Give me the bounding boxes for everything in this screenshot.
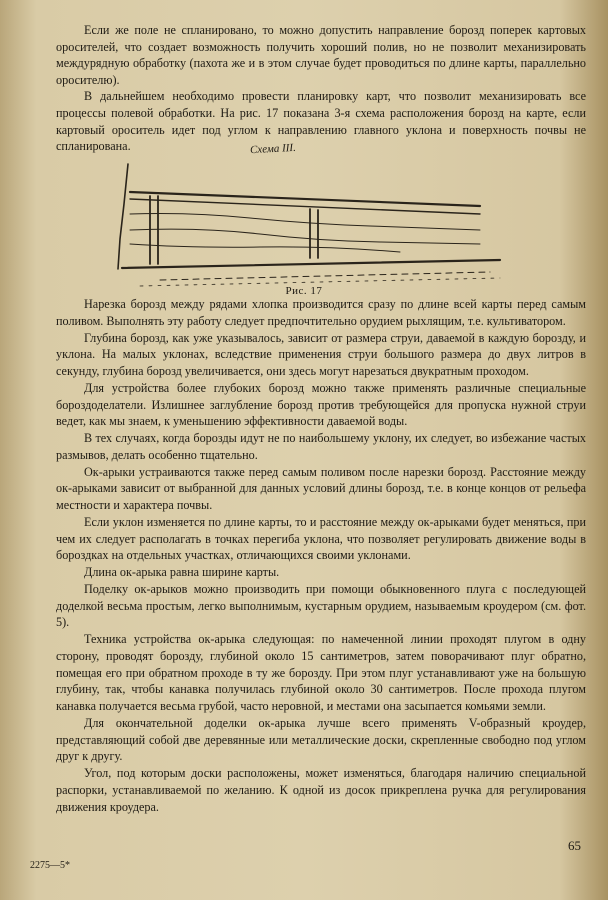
field-boundary-bottom [122, 260, 500, 268]
paragraph: Для устройства более глубоких борозд можно также применять различные специальные бороздоделатели. Излишнее заглубление борозд против требующейся для пропуска нужной струи ведет, как мы знаем, к уменьшению эффективности даваемой воды. [56, 380, 586, 429]
irrigator-top-edge [130, 192, 480, 206]
figure-caption: Рис. 17 [285, 285, 323, 297]
paragraph: В тех случаях, когда борозды идут не по наибольшему уклону, их следует, во избежание частых размывов, делать особенно тщательно. [56, 431, 586, 462]
paragraph: Длина ок-арыка равна ширине карты. [84, 565, 280, 579]
page-number: 65 [568, 838, 581, 853]
top-text-block [56, 22, 586, 155]
dashed-line [160, 272, 490, 280]
paragraph: Нарезка борозд между рядами хлопка производится сразу по длине всей карты перед самым поливом. Выполнять эту работу следует предпочтительно орудием рыхлящим, т.е. культиватором. [56, 297, 586, 328]
paragraph: В дальнейшем необходимо провести планировку карт, что позволит механизировать все процессы полевой обработки. На рис. 17 показана 3-я схема расположения борозд на карте, если картовый ороситель идет под углом к направлению главного уклона и поверхность почвы не спланирована. [56, 89, 586, 154]
furrow-line [130, 214, 480, 231]
irrigator-bottom-edge [130, 199, 480, 214]
paragraph: Если же поле не спланировано, то можно допустить направление борозд поперек картовых оросителей, что создает возможность получить хороший полив, но не позволит механизировать междурядную обработку (пахота же и в этом случае будет проводиться по длине карты, параллельно оросителю). [56, 23, 586, 87]
furrow-line [130, 244, 400, 252]
field-boundary-left [118, 164, 128, 269]
scheme-label: Схема III. [249, 141, 297, 157]
furrow-line [130, 229, 480, 244]
paragraph: Для окончательной доделки ок-арыка лучше всего применять V-образный кроудер, представляющий собой две деревянные или металлические доски, скрепленные свободно под углом друг к другу. [56, 715, 586, 764]
paragraph: Угол, под которым доски расположены, может изменяться, благодаря наличию специальной распорки, устанавливаемой по желанию. К одной из досок прикреплена ручка для регулирования движения кроудера. [56, 766, 586, 814]
paragraph: Глубина борозд, как уже указывалось, зависит от размера струи, даваемой в каждую борозду, и уклона. На малых уклонах, вследствие применения струи большого размера до двух литров в секунду, глубина борозд увеличивается, они здесь могут нарезаться двукратным проходом. [56, 330, 586, 378]
paragraph: Ок-арыки устраиваются также перед самым поливом после нарезки борозд. Расстояние между ок-арыками зависит от выбранной для данных условий длины борозд, т.е. в конце концов от рельефа местности и характера почвы. [56, 464, 586, 512]
print-code: 2275—5* [30, 860, 70, 871]
paragraph: Если уклон изменяется по длине карты, то и расстояние между ок-арыками будет меняться, при чем их следует располагать в точках перегиба уклона, что позволяет регулировать движение воды в бороздках на отдельных участках, отличающихся своими уклонами. [56, 514, 586, 563]
ok-aryk-2 [310, 209, 318, 258]
figure-scheme-drawing [100, 141, 520, 294]
ok-aryk-1 [150, 196, 158, 264]
bottom-text-block [56, 296, 586, 815]
paragraph: Техника устройства ок-арыка следующая: по намеченной линии проходят плугом в одну сторону, проводят борозду, глубиной около 15 сантиметров, затем поворачивают плуг обратно, помещая его при обратном проходе в ту же борозду. При этом плуг устанавливают уже на большую глубину, так, чтобы канавка получилась глубиной около 30 сантиметров. После прохода плугом канавка получается весьма грубой, часто неровной, и местами она засыпается комьями земли. [56, 632, 586, 713]
paragraph: Поделку ок-арыков можно производить при помощи обыкновенного плуга с последующей доделкой весьма простым, легко выполнимым, кустарным орудием, называемым кроудером (см. фот. 5). [56, 581, 586, 630]
